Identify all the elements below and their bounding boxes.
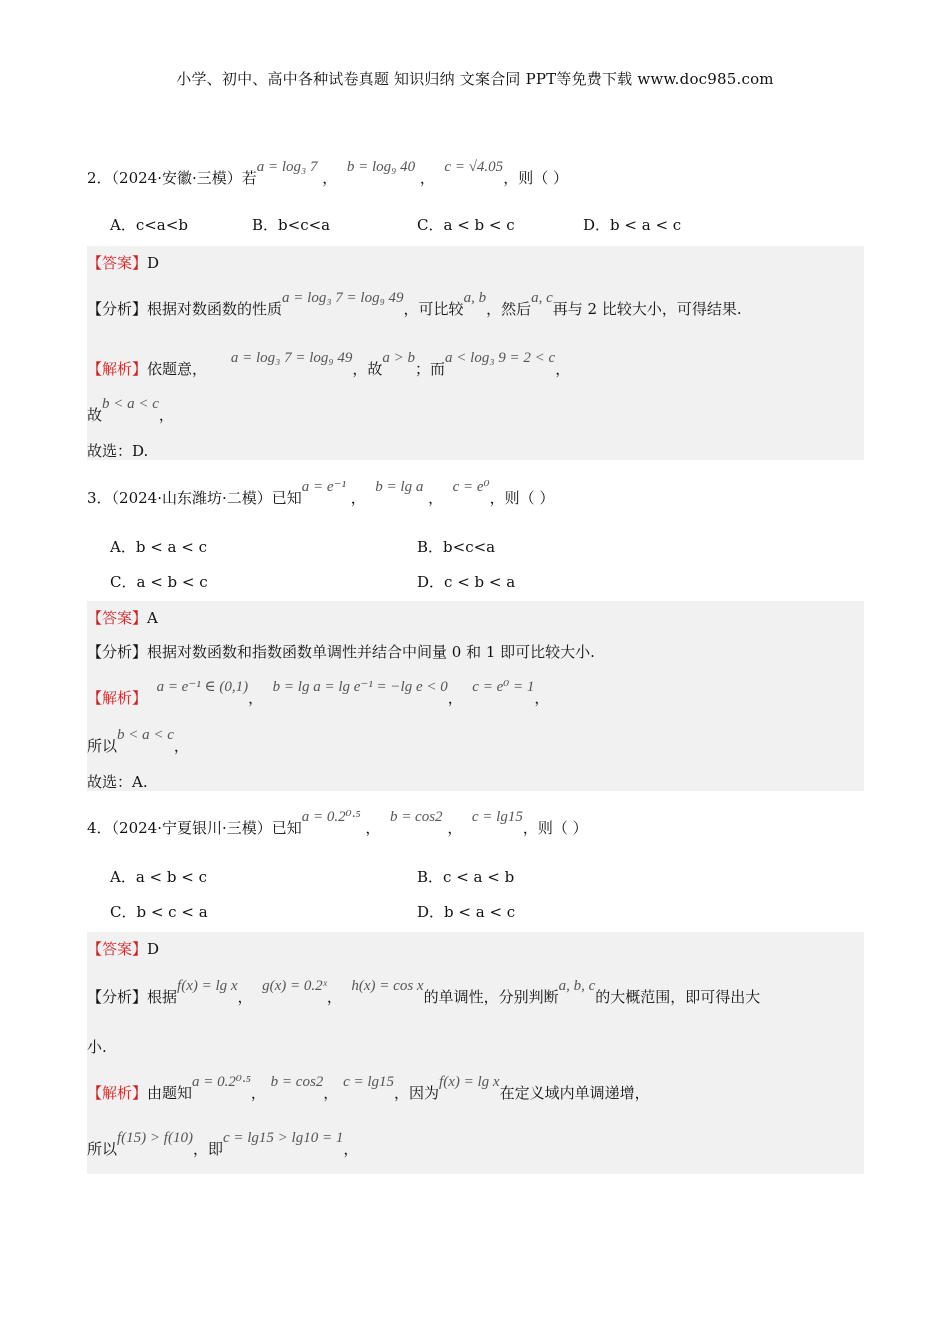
analysis-tag: 【分析】 <box>87 300 148 318</box>
choice-line: 故选：A. <box>87 773 148 791</box>
option-a[interactable]: A．c<a<b <box>110 216 188 234</box>
answer-value: D <box>147 254 160 272</box>
question-tail: ，则（ ） <box>503 169 568 187</box>
solution-text: ， <box>343 1140 359 1158</box>
analysis-tag: 【分析】 <box>87 643 148 661</box>
analysis-text: ，然后 <box>486 300 532 318</box>
question-tail: ，则（ ） <box>522 819 588 837</box>
solution-line: 【解析】由题知a = 0.2⁰·⁵， b = cos2， c = lg15，因为f(x) = lg x在定义域内单调递增， <box>87 1074 650 1102</box>
analysis-text: 再与 2 比较大小，可得结果. <box>552 300 742 318</box>
analysis-math: h(x) = cos x <box>351 978 424 994</box>
analysis-line <box>87 290 742 319</box>
solution-line-2 <box>87 1130 359 1159</box>
analysis-line: 【分析】根据f(x) = lg x， g(x) = 0.2ˣ， h(x) = cos x的单调性，分别判断a, b, c的大概范围，即可得出大 <box>87 978 761 1006</box>
math-a: a = log₃ 7 <box>256 159 318 175</box>
solution-text: 依题意， <box>147 360 208 378</box>
analysis-math: a, b <box>463 290 487 306</box>
analysis-text: 的单调性，分别判断 <box>423 988 559 1006</box>
solution-line: 【解析】 a = e⁻¹ ∈ (0,1)， b = lg a = lg e⁻¹ = −lg e < 0， c = e⁰ = 1， <box>87 679 550 707</box>
solution-text: 故 <box>87 406 103 424</box>
analysis-math: a = log₃ 7 = log₉ 49 <box>282 290 404 306</box>
solution-tag: 【解析】 <box>87 360 148 378</box>
answer-tag: 【答案】 <box>87 254 148 272</box>
solution-text: 所以 <box>87 737 118 755</box>
option-a[interactable]: A．b < a < c <box>110 538 207 556</box>
solution-math: b = lg a = lg e⁻¹ = −lg e < 0 <box>272 679 448 695</box>
analysis-tag: 【分析】 <box>87 988 148 1006</box>
solution-text: ，故 <box>352 360 383 378</box>
solution-line-2 <box>87 727 189 756</box>
question-2-stem: 2．（2024·安徽·三模）若a = log₃ 7 ， b = log₉ 40 ， c = √4.05，则（ ） <box>87 159 568 187</box>
answer-box-2 <box>87 246 864 460</box>
option-a[interactable]: A．a < b < c <box>110 868 207 886</box>
page-header[interactable]: 小学、初中、高中各种试卷真题 知识归纳 文案合同 PPT等免费下载 www.doc985.com <box>176 70 774 88</box>
solution-math: c = e⁰ = 1 <box>472 679 535 695</box>
math-a: a = 0.2⁰·⁵ <box>301 809 361 825</box>
solution-math: f(15) > f(10) <box>117 1130 193 1146</box>
solution-text: 在定义域内单调递增， <box>499 1084 650 1102</box>
answer-tag: 【答案】 <box>87 940 148 958</box>
analysis-math: a, c <box>531 290 553 306</box>
solution-math: f(x) = lg x <box>439 1074 500 1090</box>
math-b: b = cos2 <box>389 809 443 825</box>
question-tail: ，则（ ） <box>489 489 555 507</box>
solution-math: a > b <box>382 350 416 366</box>
math-c: c = e⁰ <box>452 479 490 495</box>
solution-math: b = cos2 <box>270 1074 324 1090</box>
solution-math: a = e⁻¹ ∈ (0,1) <box>156 679 249 695</box>
solution-text: 由题知 <box>147 1084 193 1102</box>
analysis-text: 的大概范围，即可得出大 <box>595 988 761 1006</box>
analysis-text: 根据对数函数的性质 <box>147 300 283 318</box>
solution-text: ；而 <box>415 360 446 378</box>
option-c[interactable]: C．a < b < c <box>110 573 208 591</box>
solution-tag: 【解析】 <box>87 689 148 707</box>
analysis-text: 根据 <box>147 988 178 1006</box>
analysis-line <box>87 641 595 662</box>
option-c[interactable]: C．a < b < c <box>417 216 515 234</box>
answer-value: A <box>147 609 158 627</box>
solution-math: a = 0.2⁰·⁵ <box>192 1074 251 1090</box>
answer-box-3 <box>87 601 864 791</box>
option-b[interactable]: B．c < a < b <box>417 868 515 886</box>
option-d[interactable]: D．c < b < a <box>417 573 516 591</box>
solution-math: a < log₃ 9 = 2 < c <box>445 350 556 366</box>
answer-line <box>87 252 159 273</box>
choice-line: 故选：D. <box>87 442 149 460</box>
solution-math: c = lg15 <box>343 1074 395 1090</box>
answer-tag: 【答案】 <box>87 609 148 627</box>
solution-line-2 <box>87 396 174 425</box>
option-b[interactable]: B．b<c<a <box>417 538 496 556</box>
solution-line <box>87 350 571 379</box>
answer-box-4 <box>87 932 864 1174</box>
math-c: c = √4.05 <box>444 159 504 175</box>
analysis-text: 根据对数函数和指数函数单调性并结合中间量 0 和 1 即可比较大小. <box>147 643 595 661</box>
answer-line <box>87 607 158 628</box>
question-3-stem: 3．（2024·山东潍坊·二模）已知a = e⁻¹ ， b = lg a ， c = e⁰，则（ ） <box>87 479 555 507</box>
analysis-line-wrap: 小. <box>87 1038 107 1056</box>
analysis-math: g(x) = 0.2ˣ <box>262 978 327 994</box>
math-b: b = lg a <box>375 479 424 495</box>
solution-math: a = log₃ 7 = log₉ 49 <box>230 350 353 366</box>
solution-tag: 【解析】 <box>87 1084 148 1102</box>
analysis-math: a, b, c <box>558 978 596 994</box>
solution-math: c = lg15 > lg10 = 1 <box>222 1130 344 1146</box>
analysis-text: ，可比较 <box>403 300 464 318</box>
question-4-stem: 4．（2024·宁夏银川·三模）已知a = 0.2⁰·⁵ ， b = cos2 ， c = lg15，则（ ） <box>87 809 588 837</box>
math-a: a = e⁻¹ <box>301 479 346 495</box>
solution-math: b < a < c <box>102 396 159 412</box>
option-d[interactable]: D．b < a < c <box>417 903 516 921</box>
answer-line <box>87 938 159 959</box>
question-number: 4．（2024·宁夏银川·三模）已知 <box>87 819 302 837</box>
option-b[interactable]: B．b<c<a <box>252 216 331 234</box>
answer-value: D <box>147 940 160 958</box>
math-c: c = lg15 <box>471 809 523 825</box>
question-number: 3．（2024·山东潍坊·二模）已知 <box>87 489 302 507</box>
math-b: b = log₉ 40 <box>346 159 416 175</box>
solution-text: ，即 <box>192 1140 223 1158</box>
question-number: 2．（2024·安徽·三模）若 <box>87 169 257 187</box>
solution-text: ， <box>173 737 189 755</box>
analysis-math: f(x) = lg x <box>177 978 238 994</box>
solution-math: b < a < c <box>117 727 174 743</box>
solution-text: ， <box>158 406 174 424</box>
solution-text: ， <box>555 360 571 378</box>
option-c[interactable]: C．b < c < a <box>110 903 208 921</box>
solution-text: ，因为 <box>394 1084 440 1102</box>
solution-text: 所以 <box>87 1140 118 1158</box>
option-d[interactable]: D．b < a < c <box>583 216 682 234</box>
